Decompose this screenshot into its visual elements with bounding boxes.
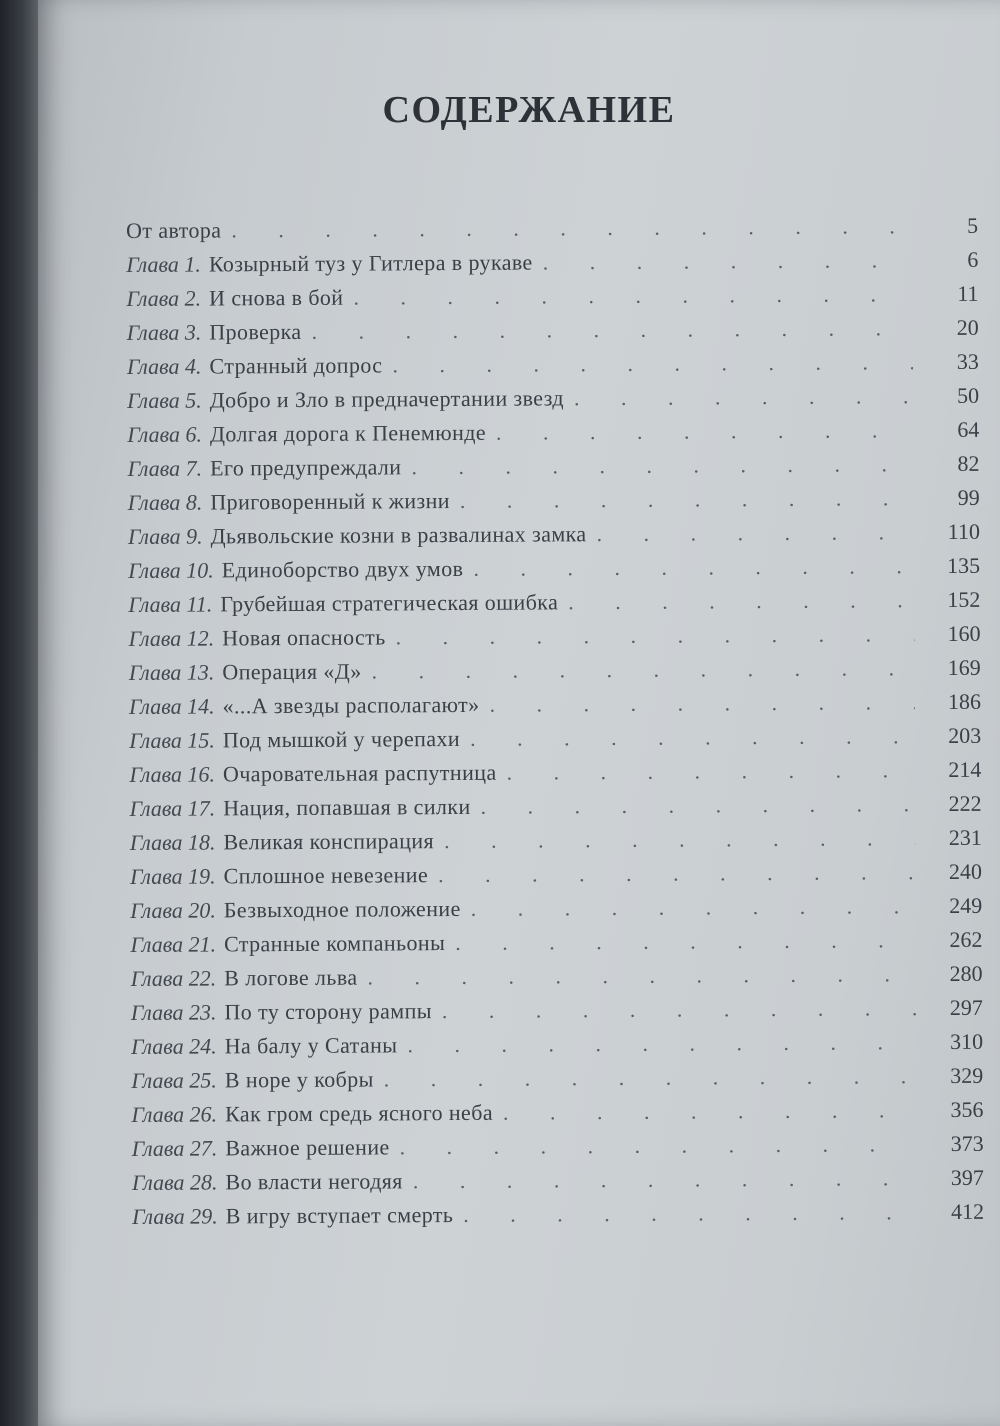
entry-title: Проверка: [209, 318, 302, 345]
entry-page-number: 412: [951, 1198, 985, 1224]
entry-page-number: 356: [950, 1096, 984, 1122]
entry-page-number: 50: [957, 382, 980, 408]
entry-chapter-label: Глава 11.: [128, 591, 213, 617]
toc-entry: [129, 689, 981, 728]
entry-page-number: 214: [948, 756, 982, 782]
toc-entry: [132, 1199, 984, 1238]
dot-leader: [367, 961, 916, 990]
entry-page-number: 152: [947, 586, 981, 612]
entry-page-number: 160: [947, 620, 981, 646]
entry-title: Важное решение: [225, 1134, 390, 1161]
toc-entry: [128, 621, 980, 660]
dot-leader: [371, 655, 914, 684]
toc-entry: [130, 791, 982, 830]
entry-chapter-label: Глава 20.: [130, 897, 216, 923]
toc-entry: [130, 927, 982, 966]
entry-chapter-label: Глава 15.: [129, 727, 215, 753]
entry-title: Долгая дорога к Пенемюнде: [209, 419, 487, 447]
dot-leader: [503, 1097, 918, 1126]
dot-leader: [574, 383, 913, 411]
entry-title: Единоборство двух умов: [221, 555, 464, 583]
entry-chapter-label: Глава 16.: [129, 761, 216, 787]
entry-title: В игру вступает смерть: [225, 1202, 454, 1229]
entry-title: Его предупреждали: [210, 454, 402, 481]
entry-chapter-label: Глава 19.: [129, 863, 216, 889]
dot-leader: [438, 859, 916, 888]
toc-entry: [131, 995, 983, 1034]
entry-page-number: 99: [957, 484, 980, 510]
entry-title: Добро и Зло в предначертании звезд: [209, 385, 565, 413]
entry-title: Приговоренный к жизни: [210, 488, 450, 515]
entry-title: Странный допрос: [209, 352, 383, 379]
entry-chapter-label: Глава 22.: [130, 965, 217, 991]
entry-chapter-label: Глава 17.: [129, 795, 216, 821]
entry-page-number: 397: [950, 1164, 984, 1190]
entry-title: Под мышкой у черепахи: [222, 725, 461, 753]
entry-chapter-label: Глава 14.: [128, 693, 215, 719]
entry-chapter-label: Глава 7.: [127, 455, 203, 481]
entry-title: Как гром средь ясного неба: [225, 1099, 494, 1127]
entry-chapter-label: Глава 6.: [127, 421, 203, 447]
dot-leader: [460, 485, 914, 514]
entry-title: Очаровательная распутница: [222, 759, 497, 787]
dot-leader: [596, 519, 914, 547]
entry-title: Козырный туз у Гитлера в рукаве: [208, 249, 533, 277]
entry-page-number: 135: [947, 552, 981, 578]
entry-chapter-label: Глава 2.: [126, 285, 202, 311]
toc-entry: [127, 383, 979, 422]
page-title: СОДЕРЖАНИЕ: [382, 89, 676, 131]
entry-page-number: 262: [949, 926, 983, 952]
toc-entry: [126, 247, 978, 286]
entry-title: Странные компаньоны: [223, 930, 446, 957]
dot-leader: [396, 621, 915, 650]
entry-page-number: 297: [949, 994, 983, 1020]
entry-title: Нация, попавшая в силки: [223, 793, 471, 821]
toc-entry: [131, 1097, 983, 1136]
toc-entry: [130, 893, 982, 932]
entry-chapter-label: Глава 5.: [127, 387, 202, 413]
dot-leader: [463, 1199, 918, 1228]
dot-leader: [407, 1029, 917, 1058]
dot-leader: [473, 553, 914, 582]
toc-entry: [127, 417, 979, 456]
entry-chapter-label: Глава 1.: [126, 251, 201, 277]
entry-title: В логове льва: [224, 964, 358, 991]
entry-page-number: 222: [948, 790, 982, 816]
toc-entry: [128, 553, 980, 592]
entry-page-number: 329: [950, 1062, 984, 1088]
dot-leader: [543, 247, 913, 275]
entry-title: На балу у Сатаны: [224, 1032, 398, 1059]
entry-title: Великая конспирация: [223, 828, 435, 855]
dot-leader: [489, 689, 915, 718]
toc-entry: [127, 315, 979, 354]
dot-leader: [568, 587, 914, 615]
toc-entry: [127, 451, 979, 490]
toc-entry: [128, 587, 980, 626]
entry-page-number: 310: [949, 1028, 984, 1054]
dot-leader: [455, 927, 916, 956]
book-page: [38, 0, 1000, 1426]
toc-entry: [129, 723, 981, 762]
entry-chapter-label: Глава 25.: [131, 1067, 217, 1093]
entry-title: И снова в бой: [209, 284, 344, 311]
entry-page-number: 203: [948, 722, 982, 748]
dot-leader: [353, 281, 912, 310]
toc-entry: [131, 1029, 983, 1068]
toc-entry: [126, 213, 978, 252]
entry-page-number: 64: [957, 416, 980, 442]
dot-leader: [231, 213, 912, 243]
entry-title: Дьявольские козни в развалинах замка: [210, 521, 587, 549]
dot-leader: [481, 791, 916, 820]
entry-chapter-label: Глава 9.: [127, 523, 203, 549]
toc-entry: [131, 1063, 983, 1102]
entry-chapter-label: Глава 18.: [129, 829, 216, 855]
dot-leader: [411, 451, 913, 480]
entry-page-number: 186: [947, 688, 982, 714]
toc-entry: [128, 519, 980, 558]
entry-chapter-label: Глава 28.: [131, 1169, 218, 1195]
entry-chapter-label: Глава 26.: [131, 1101, 218, 1127]
entry-title: Грубейшая стратегическая ошибка: [220, 589, 559, 617]
entry-page-number: 240: [948, 858, 983, 884]
entry-chapter-label: Глава 3.: [126, 319, 202, 345]
entry-page-number: 33: [956, 348, 979, 374]
entry-page-number: 20: [956, 314, 979, 340]
toc-entry: [132, 1165, 984, 1204]
entry-page-number: 11: [957, 280, 979, 306]
toc-entry: [128, 485, 980, 524]
entry-page-number: 169: [947, 654, 981, 680]
entry-title: В норе у кобры: [224, 1066, 374, 1093]
dot-leader: [506, 757, 915, 785]
dot-leader: [444, 825, 916, 854]
entry-chapter-label: Глава 13.: [128, 659, 215, 685]
entry-page-number: 231: [948, 824, 982, 850]
entry-chapter-label: Глава 24.: [130, 1033, 217, 1059]
table-of-contents: [126, 213, 984, 1238]
entry-chapter-label: Глава 8.: [127, 489, 203, 515]
entry-title: Операция «Д»: [222, 658, 362, 685]
toc-entry: [132, 1131, 984, 1170]
entry-chapter-label: Глава 10.: [128, 557, 214, 583]
entry-chapter-label: Глава 23.: [130, 999, 217, 1025]
entry-page-number: 373: [950, 1130, 984, 1156]
entry-chapter-label: Глава 27.: [131, 1135, 218, 1161]
entry-chapter-label: Глава 29.: [132, 1203, 218, 1229]
entry-title: От автора: [126, 217, 222, 243]
dot-leader: [311, 315, 912, 345]
entry-page-number: 110: [947, 518, 981, 544]
dot-leader: [413, 1165, 918, 1194]
entry-page-number: 5: [966, 212, 979, 238]
entry-title: По ту сторону рампы: [224, 998, 432, 1025]
entry-chapter-label: Глава 21.: [130, 931, 217, 957]
entry-chapter-label: Глава 12.: [128, 625, 215, 651]
entry-title: Во власти негодяя: [225, 1168, 403, 1195]
entry-title: Новая опасность: [222, 624, 386, 651]
entry-page-number: 249: [949, 892, 983, 918]
entry-title: Сплошное невезение: [223, 862, 429, 889]
book-spine-shadow: [0, 0, 38, 1426]
toc-entry: [126, 281, 978, 320]
entry-page-number: 6: [967, 246, 979, 272]
toc-entry: [129, 655, 981, 694]
dot-leader: [384, 1063, 918, 1092]
toc-entry: [131, 961, 983, 1000]
entry-chapter-label: Глава 4.: [126, 353, 202, 379]
entry-title: «...А звезды располагают»: [222, 691, 480, 719]
toc-entry: [130, 859, 982, 898]
entry-page-number: 82: [957, 450, 980, 476]
dot-leader: [471, 893, 917, 922]
toc-entry: [129, 757, 981, 796]
dot-leader: [392, 349, 913, 378]
dot-leader: [470, 723, 915, 752]
dot-leader: [442, 995, 917, 1024]
toc-entry: [127, 349, 979, 388]
dot-leader: [496, 417, 913, 446]
entry-title: Безвыходное положение: [223, 895, 461, 923]
toc-entry: [130, 825, 982, 864]
entry-page-number: 280: [949, 960, 983, 986]
dot-leader: [400, 1131, 918, 1160]
